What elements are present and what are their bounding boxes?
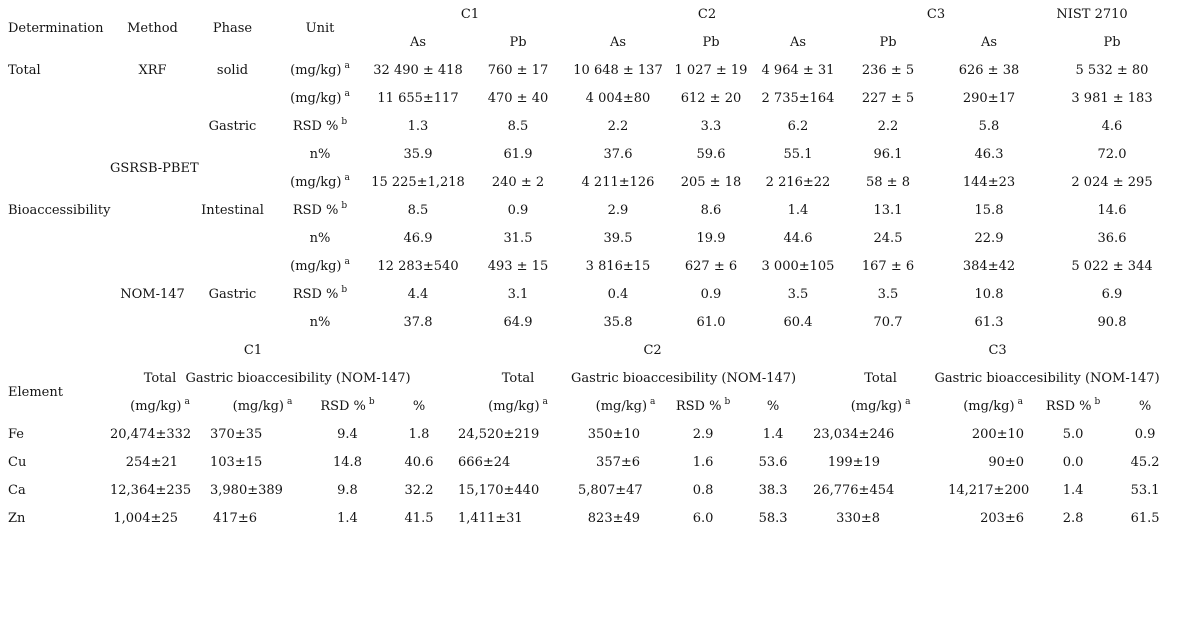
col-group-c1 — [110, 336, 458, 364]
unit-cell: % — [766, 398, 780, 414]
value-cell: 26,776±454 — [813, 482, 895, 498]
value-cell: 3.1 — [507, 286, 529, 302]
value-cell: 72.0 — [1097, 146, 1127, 162]
value-cell: 0.9 — [507, 202, 529, 218]
value-cell: 4 211±126 — [581, 174, 655, 190]
value-cell: 0.8 — [692, 482, 714, 498]
unit-cell: % — [1138, 398, 1152, 414]
col-subheader-as: As — [980, 34, 998, 50]
unit-label: (mg/kg) — [850, 398, 903, 414]
col-subheader-pb: Pb — [879, 34, 897, 50]
value-cell: 8.6 — [700, 202, 722, 218]
value-cell: 45.2 — [1130, 454, 1160, 470]
unit-label: (mg/kg) — [130, 398, 182, 414]
value-cell: 199±19 — [827, 454, 881, 470]
unit-label: RSD % — [320, 398, 366, 414]
col-header-total: Total — [864, 370, 897, 386]
value-cell: 90.8 — [1097, 314, 1127, 330]
col-subheader-pb: Pb — [509, 34, 527, 50]
col-group-c3 — [813, 336, 1182, 364]
superscript-b: b — [341, 285, 348, 296]
value-cell: 10.8 — [974, 286, 1004, 302]
value-cell: 626 ± 38 — [958, 62, 1020, 78]
unit-cell — [270, 196, 370, 224]
superscript-b: b — [1094, 397, 1101, 408]
value-cell: 35.9 — [403, 146, 433, 162]
value-cell: 470 ± 40 — [487, 90, 549, 106]
col-group-c1-label: C1 — [243, 342, 263, 358]
value-cell: 823±49 — [587, 510, 641, 526]
value-cell: 64.9 — [503, 314, 533, 330]
gastric-bioaccessibility-label: Gastric bioaccesibility (NOM-147) — [934, 370, 1160, 386]
value-cell: 330±8 — [836, 510, 881, 526]
value-cell: 61.3 — [974, 314, 1004, 330]
method-label-gsrsb-pbet: GSRSB-PBET — [110, 160, 199, 176]
value-cell: 20,474±332 — [110, 426, 192, 442]
table-row — [0, 56, 1182, 84]
unit-cell — [270, 168, 370, 196]
value-cell: 24,520±219 — [458, 426, 540, 442]
value-cell: 3 981 ± 183 — [1071, 90, 1153, 106]
value-cell: 12 283±540 — [377, 258, 459, 274]
value-cell: 37.6 — [603, 146, 633, 162]
unit-cell — [270, 280, 370, 308]
gastric-bioaccessibility-label: Gastric bioaccesibility (NOM-147) — [570, 370, 797, 386]
phase-label-gastric: Gastric — [208, 286, 257, 302]
unit-label: RSD % — [292, 202, 339, 218]
unit-label: (mg/kg) — [290, 90, 342, 106]
spacer-cell — [0, 336, 110, 364]
value-cell: 14.8 — [333, 454, 362, 470]
value-cell: 1.4 — [1062, 482, 1084, 498]
value-cell: 1.4 — [787, 202, 809, 218]
value-cell: 19.9 — [696, 230, 726, 246]
value-cell: 3,980±389 — [210, 482, 283, 498]
superscript-a: a — [344, 173, 350, 184]
table-row — [0, 84, 1182, 112]
col-group-c1 — [370, 0, 570, 28]
col-group-nist2710 — [936, 0, 1182, 28]
superscript-a: a — [344, 61, 350, 72]
table-row — [0, 448, 1182, 476]
unit-cell: n% — [309, 146, 331, 162]
superscript-b: b — [341, 201, 348, 212]
unit-cell: n% — [309, 314, 331, 330]
table-header-row — [0, 336, 1182, 364]
unit-label: (mg/kg) — [488, 398, 540, 414]
superscript-a: a — [344, 257, 350, 268]
value-cell: 10 648 ± 137 — [573, 62, 663, 78]
value-cell: 240 ± 2 — [491, 174, 545, 190]
col-header-determination: Determination — [8, 20, 104, 36]
col-group-c2 — [458, 336, 813, 364]
value-cell: 2.2 — [877, 118, 899, 134]
unit-label: (mg/kg) — [290, 62, 342, 78]
value-cell: 254±21 — [125, 454, 178, 470]
value-cell: 38.3 — [758, 482, 788, 498]
col-header-gastric-bioaccessibility — [185, 364, 458, 392]
value-cell: 493 ± 15 — [487, 258, 549, 274]
value-cell: 58.3 — [758, 510, 788, 526]
value-cell: 1.4 — [337, 510, 358, 526]
value-cell: 35.8 — [603, 314, 633, 330]
col-group-c2-label: C2 — [697, 6, 717, 22]
value-cell: 2.9 — [607, 202, 629, 218]
value-cell: 384±42 — [962, 258, 1016, 274]
value-cell: 9.8 — [337, 482, 358, 498]
gastric-bioaccessibility-label: Gastric bioaccesibility (NOM-147) — [185, 370, 411, 386]
value-cell: 14,217±200 — [948, 482, 1030, 498]
col-subheader-pb: Pb — [1103, 34, 1121, 50]
col-group-c2-label: C2 — [643, 342, 662, 358]
value-cell: 350±10 — [587, 426, 641, 442]
value-cell: 60.4 — [783, 314, 813, 330]
superscript-a: a — [287, 397, 293, 408]
col-header-total: Total — [143, 370, 177, 386]
unit-cell — [813, 392, 948, 420]
value-cell: 58 ± 8 — [866, 174, 910, 190]
table-units-row — [0, 392, 1182, 420]
value-cell: 2.9 — [692, 426, 714, 442]
value-cell: 61.5 — [1130, 510, 1160, 526]
value-cell: 40.6 — [404, 454, 434, 470]
value-cell: 5,807±47 — [578, 482, 643, 498]
value-cell: 61.9 — [503, 146, 533, 162]
col-subheader-as: As — [409, 34, 427, 50]
value-cell: 4 964 ± 31 — [761, 62, 835, 78]
value-cell: 8.5 — [507, 118, 529, 134]
value-cell: 236 ± 5 — [861, 62, 915, 78]
value-cell: 370±35 — [210, 426, 263, 442]
determination-label-bioaccessibility: Bioaccessibility — [8, 202, 111, 218]
value-cell: 417±6 — [213, 510, 257, 526]
element-label: Cu — [8, 454, 27, 470]
unit-cell: n% — [309, 230, 331, 246]
col-subheader-as: As — [789, 34, 807, 50]
value-cell: 61.0 — [696, 314, 726, 330]
phase-label-intestinal: Intestinal — [201, 202, 264, 218]
value-cell: 167 ± 6 — [861, 258, 915, 274]
table-row — [0, 420, 1182, 448]
method-label-nom147: NOM-147 — [120, 286, 185, 302]
unit-cell — [270, 84, 370, 112]
value-cell: 4.6 — [1101, 118, 1123, 134]
value-cell: 6.2 — [787, 118, 809, 134]
table-subheader-row — [0, 364, 1182, 392]
value-cell: 36.6 — [1097, 230, 1127, 246]
value-cell: 666±24 — [458, 454, 511, 470]
value-cell: 103±15 — [210, 454, 263, 470]
value-cell: 46.9 — [403, 230, 433, 246]
col-header-total: Total — [501, 370, 535, 386]
superscript-a: a — [184, 397, 190, 408]
value-cell: 203±6 — [980, 510, 1025, 526]
value-cell: 46.3 — [974, 146, 1004, 162]
unit-label: RSD % — [1045, 398, 1092, 414]
value-cell: 627 ± 6 — [684, 258, 738, 274]
value-cell: 6.9 — [1101, 286, 1123, 302]
value-cell: 59.6 — [696, 146, 726, 162]
value-cell: 70.7 — [873, 314, 903, 330]
value-cell: 23,034±246 — [813, 426, 895, 442]
value-cell: 1.4 — [762, 426, 784, 442]
col-header-gastric-bioaccessibility — [934, 364, 1182, 392]
unit-label: (mg/kg) — [290, 174, 342, 190]
value-cell: 1 027 ± 19 — [674, 62, 748, 78]
table-header-row — [0, 0, 1182, 28]
value-cell: 15,170±440 — [458, 482, 540, 498]
superscript-b: b — [341, 117, 348, 128]
value-cell: 12,364±235 — [110, 482, 192, 498]
value-cell: 4.4 — [407, 286, 429, 302]
superscript-a: a — [344, 89, 350, 100]
value-cell: 3.3 — [700, 118, 722, 134]
value-cell: 760 ± 17 — [487, 62, 549, 78]
value-cell: 3 816±15 — [585, 258, 651, 274]
value-cell: 24.5 — [873, 230, 903, 246]
unit-label: (mg/kg) — [595, 398, 648, 414]
determination-label-total: Total — [8, 62, 41, 78]
table-row — [0, 252, 1182, 280]
unit-cell — [458, 392, 578, 420]
element-label: Fe — [8, 426, 25, 442]
value-cell: 1.3 — [407, 118, 429, 134]
superscript-a: a — [542, 397, 548, 408]
value-cell: 32 490 ± 418 — [373, 62, 463, 78]
value-cell: 15.8 — [974, 202, 1004, 218]
value-cell: 0.9 — [700, 286, 722, 302]
unit-cell — [1038, 392, 1108, 420]
value-cell: 0.0 — [1062, 454, 1084, 470]
value-cell: 41.5 — [404, 510, 434, 526]
unit-cell — [110, 392, 210, 420]
value-cell: 2 735±164 — [761, 90, 835, 106]
table-row — [0, 476, 1182, 504]
col-group-c3 — [756, 0, 946, 28]
col-header-method: Method — [127, 20, 178, 36]
value-cell: 90±0 — [988, 454, 1025, 470]
superscript-b: b — [724, 397, 731, 408]
superscript-a: a — [650, 397, 656, 408]
unit-label: (mg/kg) — [290, 258, 342, 274]
value-cell: 0.9 — [1134, 426, 1156, 442]
value-cell: 5 532 ± 80 — [1075, 62, 1149, 78]
value-cell: 53.6 — [758, 454, 788, 470]
value-cell: 205 ± 18 — [680, 174, 742, 190]
unit-cell — [948, 392, 1038, 420]
value-cell: 3.5 — [877, 286, 899, 302]
value-cell: 3.5 — [787, 286, 809, 302]
col-header-gastric-bioaccessibility — [570, 364, 813, 392]
phase-label-solid: solid — [216, 62, 249, 78]
col-header-unit: Unit — [305, 20, 335, 36]
value-cell: 31.5 — [503, 230, 533, 246]
value-cell: 290±17 — [962, 90, 1016, 106]
superscript-b: b — [368, 397, 375, 408]
value-cell: 5 022 ± 344 — [1071, 258, 1153, 274]
value-cell: 1,004±25 — [113, 510, 178, 526]
value-cell: 15 225±1,218 — [371, 174, 465, 190]
value-cell: 22.9 — [974, 230, 1004, 246]
value-cell: 357±6 — [596, 454, 641, 470]
unit-label: RSD % — [292, 286, 339, 302]
value-cell: 44.6 — [783, 230, 813, 246]
unit-label: RSD % — [292, 118, 339, 134]
unit-cell — [673, 392, 733, 420]
value-cell: 37.8 — [403, 314, 433, 330]
unit-cell — [578, 392, 673, 420]
value-cell: 39.5 — [603, 230, 633, 246]
value-cell: 8.5 — [407, 202, 429, 218]
col-group-c2 — [570, 0, 756, 28]
unit-cell — [270, 252, 370, 280]
value-cell: 2.8 — [1062, 510, 1084, 526]
col-subheader-as: As — [609, 34, 627, 50]
value-cell: 96.1 — [873, 146, 903, 162]
unit-label: (mg/kg) — [232, 398, 284, 414]
method-label-xrf: XRF — [138, 62, 167, 78]
superscript-a: a — [1017, 397, 1023, 408]
unit-cell — [270, 112, 370, 140]
value-cell: 32.2 — [404, 482, 434, 498]
col-header-element: Element — [8, 384, 63, 400]
table-row — [0, 504, 1182, 532]
unit-cell — [210, 392, 315, 420]
superscript-a: a — [905, 397, 911, 408]
phase-label-gastric: Gastric — [208, 118, 257, 134]
element-table — [0, 336, 1182, 532]
unit-label: RSD % — [675, 398, 722, 414]
value-cell: 2 216±22 — [765, 174, 831, 190]
unit-cell: % — [412, 398, 426, 414]
col-group-nist2710-label: NIST 2710 — [1056, 6, 1128, 22]
value-cell: 200±10 — [971, 426, 1025, 442]
element-label: Zn — [8, 510, 26, 526]
value-cell: 144±23 — [962, 174, 1016, 190]
value-cell: 11 655±117 — [377, 90, 459, 106]
value-cell: 55.1 — [783, 146, 813, 162]
unit-cell — [315, 392, 380, 420]
col-group-c3-label: C3 — [988, 342, 1007, 358]
value-cell: 9.4 — [337, 426, 358, 442]
value-cell: 3 000±105 — [761, 258, 835, 274]
value-cell: 2 024 ± 295 — [1071, 174, 1153, 190]
value-cell: 2.2 — [607, 118, 629, 134]
value-cell: 6.0 — [692, 510, 714, 526]
value-cell: 5.8 — [978, 118, 1000, 134]
value-cell: 0.4 — [607, 286, 629, 302]
element-label: Ca — [8, 482, 26, 498]
unit-label: (mg/kg) — [963, 398, 1015, 414]
col-subheader-pb: Pb — [702, 34, 720, 50]
value-cell: 4 004±80 — [585, 90, 651, 106]
unit-cell — [270, 56, 370, 84]
value-cell: 612 ± 20 — [680, 90, 742, 106]
value-cell: 227 ± 5 — [861, 90, 915, 106]
value-cell: 1.8 — [408, 426, 430, 442]
value-cell: 14.6 — [1097, 202, 1127, 218]
col-group-c1-label: C1 — [460, 6, 480, 22]
value-cell: 1,411±31 — [458, 510, 523, 526]
col-header-phase: Phase — [212, 20, 253, 36]
value-cell: 5.0 — [1062, 426, 1084, 442]
col-group-c3-label: C3 — [926, 6, 946, 22]
value-cell: 13.1 — [873, 202, 903, 218]
value-cell: 53.1 — [1130, 482, 1160, 498]
value-cell: 1.6 — [692, 454, 714, 470]
